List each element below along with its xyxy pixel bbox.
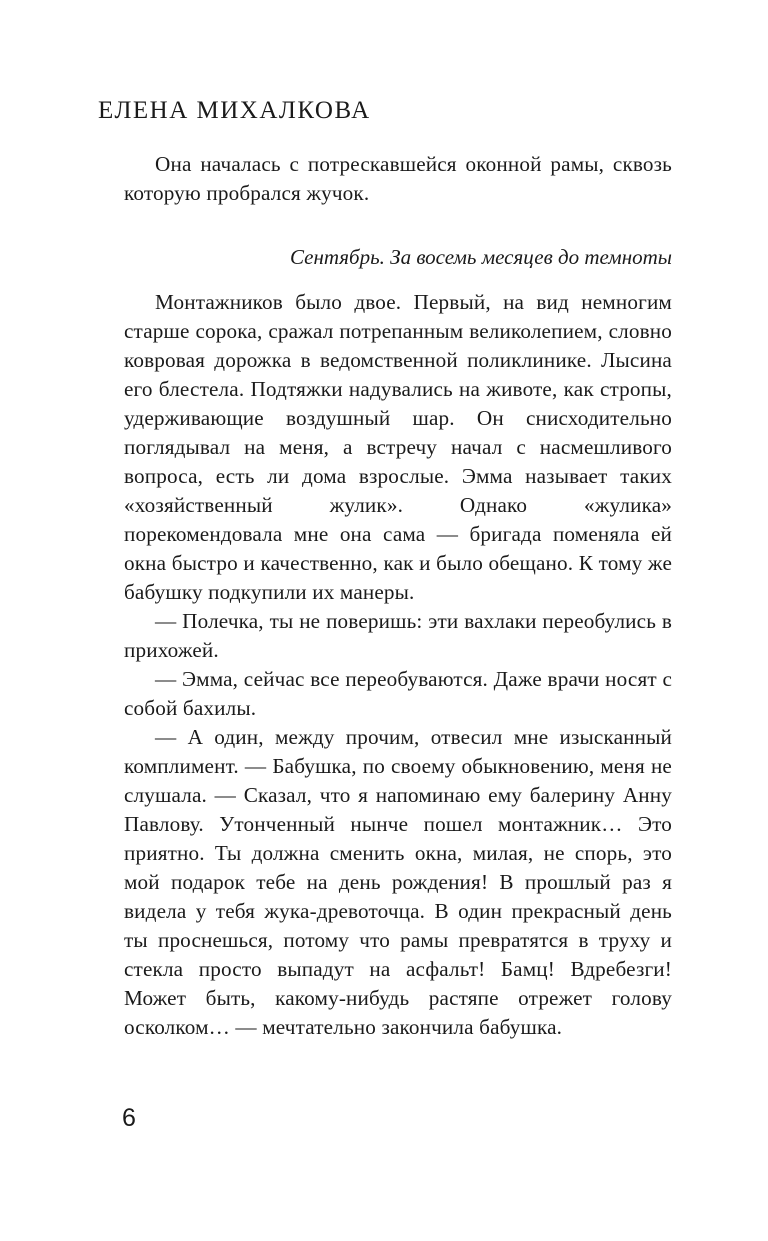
body-text	[124, 288, 672, 1042]
intro-block	[124, 150, 672, 208]
paragraph-4: — А один, между прочим, отвесил мне изысканный комплимент. — Бабушка, по своему обыкновению, меня не слушала. — Сказал, что я напоминаю ему балерину Анну Павлову. Утонченный нынче пошел монтажник… Это приятно. Ты должна сменить окна, милая, не спорь, это мой подарок тебе на день рождения! В прошлый раз я видела у тебя жука-древоточца. В один прекрасный день ты проснешься, потому что рамы превратятся в труху и стекла просто выпадут на асфальт! Бамц! Вдребезги! Может быть, какому-нибудь растяпе отрежет голову осколком… — мечтательно закончила бабушка.	[124, 725, 672, 1039]
chapter-epigraph: Сентябрь. За восемь месяцев до темноты	[289, 245, 672, 269]
running-head-author: ЕЛЕНА МИХАЛКОВА	[98, 97, 371, 124]
intro-paragraph: Она началась с потрескавшейся оконной рамы, сквозь которую пробрался жучок.	[124, 152, 672, 205]
paragraph-1: Монтажников было двое. Первый, на вид немногим старше сорока, сражал потрепанным великолепием, словно ковровая дорожка в ведомственной поликлинике. Лысина его блестела. Подтяжки надувались на животе, как стропы, удерживающие воздушный шар. Он снисходительно поглядывал на меня, а встречу начал с насмешливого вопроса, есть ли дома взрослые. Эмма называет таких «хозяйственный жулик». Однако «жулика» порекомендовала мне она сама — бригада поменяла ей окна быстро и качественно, как и было обещано. К тому же бабушку подкупили их манеры.	[124, 290, 672, 604]
page-number: 6	[122, 1104, 136, 1132]
paragraph-3: — Эмма, сейчас все переобуваются. Даже врачи носят с собой бахилы.	[124, 667, 672, 720]
paragraph-2: — Полечка, ты не поверишь: эти вахлаки переобулись в прихожей.	[124, 609, 672, 662]
